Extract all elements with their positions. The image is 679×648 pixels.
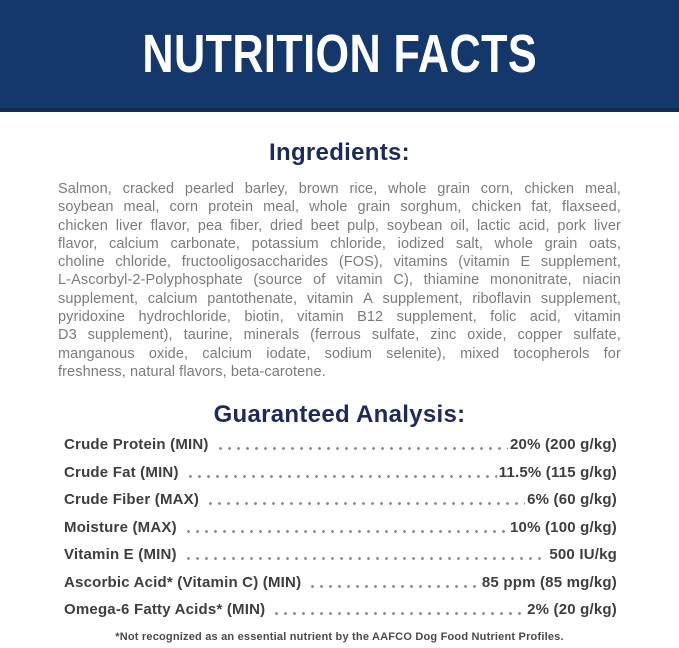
analysis-row-value: 10% (100 g/kg) <box>509 518 617 536</box>
dotted-leader <box>206 501 525 506</box>
ingredient-word: copper <box>517 327 563 344</box>
ingredient-word: pyridoxine <box>58 309 126 326</box>
ingredient-word: E <box>520 254 531 271</box>
ingredient-word: supplement), <box>87 327 173 344</box>
ingredient-word: L-Ascorbyl-2-Polyphosphate <box>58 272 243 289</box>
ingredient-word: grain <box>437 181 471 197</box>
analysis-row <box>64 547 617 563</box>
ingredient-word: chicken <box>471 199 522 216</box>
ingredient-word: zinc <box>430 327 457 344</box>
ingredient-word: (source <box>253 272 303 289</box>
ingredient-word: supplement, <box>540 290 621 307</box>
ingredient-word: C), <box>393 272 414 289</box>
ingredient-word: vitamin <box>306 290 354 307</box>
ingredient-word: (ferrous <box>310 327 361 344</box>
ingredient-word: vitamin <box>336 272 383 289</box>
ingredient-word: meal, <box>263 199 300 216</box>
analysis-row-label: Crude Protein (MIN) <box>64 436 209 454</box>
page-title: NUTRITION FACTS <box>142 24 537 84</box>
ingredient-word: fat, <box>531 199 552 216</box>
ingredients-heading: Ingredients: <box>269 139 410 166</box>
ingredient-word: mixed <box>460 345 500 362</box>
analysis-row-label: Vitamin E (MIN) <box>64 546 177 564</box>
ingredient-word: supplement, <box>382 290 463 307</box>
ingredient-word: oxide, <box>148 345 189 362</box>
ingredient-word: calcium <box>202 345 253 362</box>
ingredient-word: carbonate, <box>170 235 241 252</box>
analysis-row <box>64 575 617 591</box>
analysis-row <box>64 602 617 618</box>
ingredient-word: (vitamin <box>458 254 510 271</box>
analysis-row-value: 500 IU/kg <box>549 546 617 564</box>
analysis-row-label: Crude Fat (MIN) <box>64 463 179 481</box>
ingredients-line <box>58 217 621 235</box>
ingredient-word: lactic <box>476 217 511 234</box>
ingredient-word: flaxseed, <box>561 199 621 216</box>
ingredient-word: barley, <box>244 181 288 197</box>
ingredients-line <box>58 235 621 253</box>
ingredient-word: supplement, <box>58 290 139 307</box>
ingredients-line <box>58 326 621 344</box>
ingredient-word: Salmon, <box>58 181 112 197</box>
analysis-row-value: 11.5% (115 g/kg) <box>498 463 617 481</box>
ingredient-word: meal, <box>584 181 621 197</box>
ingredient-word: corn, <box>480 181 514 197</box>
ingredients-line <box>58 345 621 363</box>
ingredient-word: potassium <box>251 235 319 252</box>
ingredient-word: D3 <box>58 327 77 344</box>
analysis-row-label: Omega-6 Fatty Acids* (MIN) <box>64 601 266 619</box>
ingredient-word: for <box>603 345 621 362</box>
ingredient-word: tocopherols <box>513 345 590 362</box>
ingredient-word: sorghum, <box>400 199 462 216</box>
ingredient-word: flavor, <box>58 235 98 252</box>
ingredient-word: pork <box>557 217 587 234</box>
dotted-leader <box>308 584 480 589</box>
ingredients-paragraph <box>58 180 621 381</box>
ingredient-word: grain <box>357 199 391 216</box>
ingredient-word: pea <box>197 217 223 234</box>
analysis-row-value: 85 ppm (85 mg/kg) <box>481 573 617 591</box>
dotted-leader <box>184 556 548 561</box>
ingredient-word: B12 <box>357 309 384 326</box>
ingredient-word: niacin <box>582 272 621 289</box>
ingredient-word: iodized <box>397 235 445 252</box>
analysis-row <box>64 437 617 453</box>
ingredient-word: calcium <box>109 235 159 252</box>
analysis-row <box>64 520 617 536</box>
ingredient-word: iodate, <box>266 345 311 362</box>
dotted-leader <box>186 474 497 479</box>
ingredient-word: whole <box>494 235 534 252</box>
ingredient-word: vitamin <box>297 309 344 326</box>
ingredient-word: A <box>363 290 373 307</box>
header-banner <box>0 0 679 112</box>
ingredient-word: pearled <box>184 181 234 197</box>
dotted-leader <box>272 611 525 616</box>
ingredient-word: choline <box>58 254 105 271</box>
ingredient-word: brown <box>298 181 339 197</box>
ingredient-word: salt, <box>455 235 483 252</box>
ingredient-word: dried <box>270 217 303 234</box>
ingredient-word: corn <box>169 199 199 216</box>
ingredient-word: fructooligosaccharides <box>181 254 329 271</box>
ingredient-word: flavor, <box>150 217 191 234</box>
ingredient-word: beet <box>310 217 340 234</box>
ingredient-word: chloride, <box>115 254 172 271</box>
ingredient-word: liver <box>115 217 143 234</box>
ingredients-line <box>58 198 621 216</box>
ingredient-word: whole <box>388 181 427 197</box>
ingredient-word: pantothenate, <box>207 290 298 307</box>
ingredient-word: of <box>313 272 326 289</box>
ingredient-word: sulfate, <box>371 327 420 344</box>
ingredient-word: thiamine <box>423 272 480 289</box>
ingredient-word: cracked <box>122 181 175 197</box>
analysis-row-label: Ascorbic Acid* (Vitamin C) (MIN) <box>64 573 302 591</box>
ingredient-word: liver <box>593 217 621 234</box>
analysis-row <box>64 492 617 508</box>
ingredient-word: (FOS), <box>338 254 383 271</box>
ingredient-word: sulfate, <box>573 327 621 344</box>
ingredient-word: supplement, <box>540 254 621 271</box>
analysis-row-value: 2% (20 g/kg) <box>527 601 617 619</box>
ingredient-word: meal, <box>123 199 160 216</box>
ingredient-word: grain <box>544 235 578 252</box>
analysis-row-label: Crude Fiber (MAX) <box>64 491 200 509</box>
ingredient-word: taurine, <box>183 327 233 344</box>
footnote: *Not recognized as an essential nutrient by the AAFCO Dog Food Nutrient Profiles. <box>115 631 564 644</box>
ingredient-word: pulp, <box>347 217 380 234</box>
ingredient-word: fiber, <box>230 217 263 234</box>
analysis-row <box>64 465 617 481</box>
ingredient-word: whole <box>309 199 348 216</box>
ingredient-word: rice, <box>349 181 378 197</box>
ingredient-word: selenite), <box>386 345 446 362</box>
ingredient-word: supplement, <box>396 309 477 326</box>
guaranteed-analysis-heading: Guaranteed Analysis: <box>213 401 466 429</box>
ingredient-word: chicken <box>524 181 575 197</box>
ingredient-word: protein <box>208 199 254 216</box>
ingredient-word: chicken <box>58 217 108 234</box>
ingredient-word: folic <box>490 309 517 326</box>
ingredient-word: manganous <box>58 345 135 362</box>
ingredient-word: hydrochloride, <box>138 309 231 326</box>
ingredients-line: freshness, natural flavors, beta-carotene. <box>58 363 326 380</box>
ingredients-line <box>58 308 621 326</box>
ingredient-word: oil, <box>450 217 470 234</box>
ingredient-word: acid, <box>518 217 550 234</box>
ingredients-line <box>58 290 621 308</box>
ingredients-line <box>58 271 621 289</box>
dotted-leader <box>184 529 508 534</box>
ingredient-word: chloride, <box>330 235 386 252</box>
ingredient-word: sodium <box>324 345 372 362</box>
ingredient-word: minerals <box>243 327 300 344</box>
ingredient-word: calcium <box>147 290 198 307</box>
ingredients-line <box>58 253 621 271</box>
ingredient-word: oxide, <box>467 327 507 344</box>
analysis-row-value: 6% (60 g/kg) <box>527 491 617 509</box>
analysis-row-value: 20% (200 g/kg) <box>509 436 617 454</box>
ingredient-word: soybean <box>386 217 443 234</box>
ingredients-line <box>58 180 621 198</box>
ingredient-word: acid, <box>529 309 561 326</box>
ingredient-word: biotin, <box>244 309 284 326</box>
ingredient-word: riboflavin <box>472 290 532 307</box>
analysis-row-label: Moisture (MAX) <box>64 518 177 536</box>
ingredient-word: soybean <box>58 199 114 216</box>
ingredient-word: oats, <box>589 235 621 252</box>
ingredient-word: vitamins <box>393 254 448 271</box>
analysis-rows <box>64 437 617 618</box>
dotted-leader <box>216 446 508 451</box>
ingredient-word: mononitrate, <box>489 272 572 289</box>
ingredient-word: vitamin <box>574 309 621 326</box>
